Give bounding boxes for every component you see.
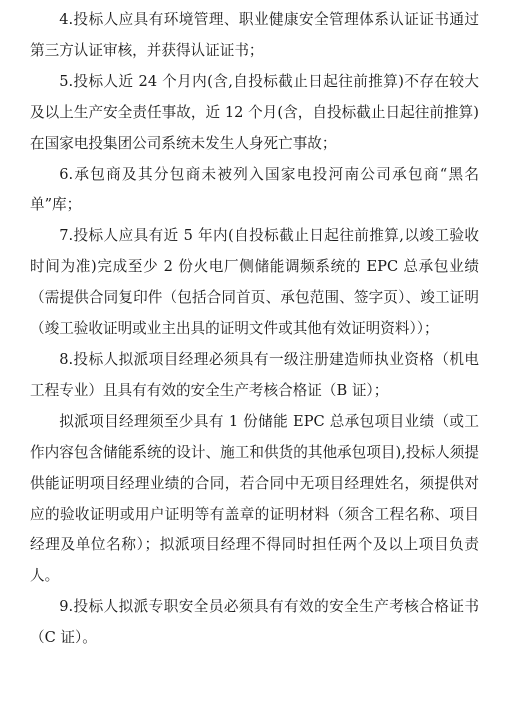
document-body bbox=[30, 5, 479, 654]
clause-8-paragraph: 8.投标人拟派项目经理必须具有一级注册建造师执业资格（机电工程专业）且具有有效的安全生产考核合格证（B 证）； bbox=[30, 350, 479, 399]
clause-6-paragraph: 6.承包商及其分包商未被列入国家电投河南公司承包商“黑名单”库； bbox=[30, 165, 479, 214]
clause-4-paragraph: 4.投标人应具有环境管理、职业健康安全管理体系认证证书通过第三方认证审核，并获得认证证书； bbox=[30, 11, 479, 59]
clause-5-paragraph: 5.投标人近 24 个月内(含,自投标截止日起往前推算)不存在较大及以上生产安全责任事故，近 12 个月(含，自投标截止日起往前推算)在国家电投集团公司系统未发生人身死亡事故； bbox=[30, 72, 479, 152]
clause-9-paragraph: 9.投标人拟派专职安全员必须具有有效的安全生产考核合格证书（C 证）。 bbox=[30, 598, 479, 647]
clause-7-paragraph: 7.投标人应具有近 5 年内(自投标截止日起往前推算,以竣工验收时间为准)完成至少 2 份火电厂侧储能调频系统的 EPC 总承包业绩（需提供合同复印件（包括合同首页、承包范围、签字页）、竣工证明（竣工验收证明或业主出具的证明文件或其他有效证明资料））； bbox=[30, 227, 479, 338]
clause-8-project-manager-paragraph: 拟派项目经理须至少具有 1 份储能 EPC 总承包项目业绩（或工作内容包含储能系统的设计、施工和供货的其他承包项目),投标人须提供能证明项目经理业绩的合同，若合同中无项目经理姓名，须提供对应的验收证明或用户证明等有盖章的证明材料（须含工程名称、项目经理及单位名称）；拟派项目经理不得同时担任两个及以上项目负责人。 bbox=[30, 412, 479, 585]
